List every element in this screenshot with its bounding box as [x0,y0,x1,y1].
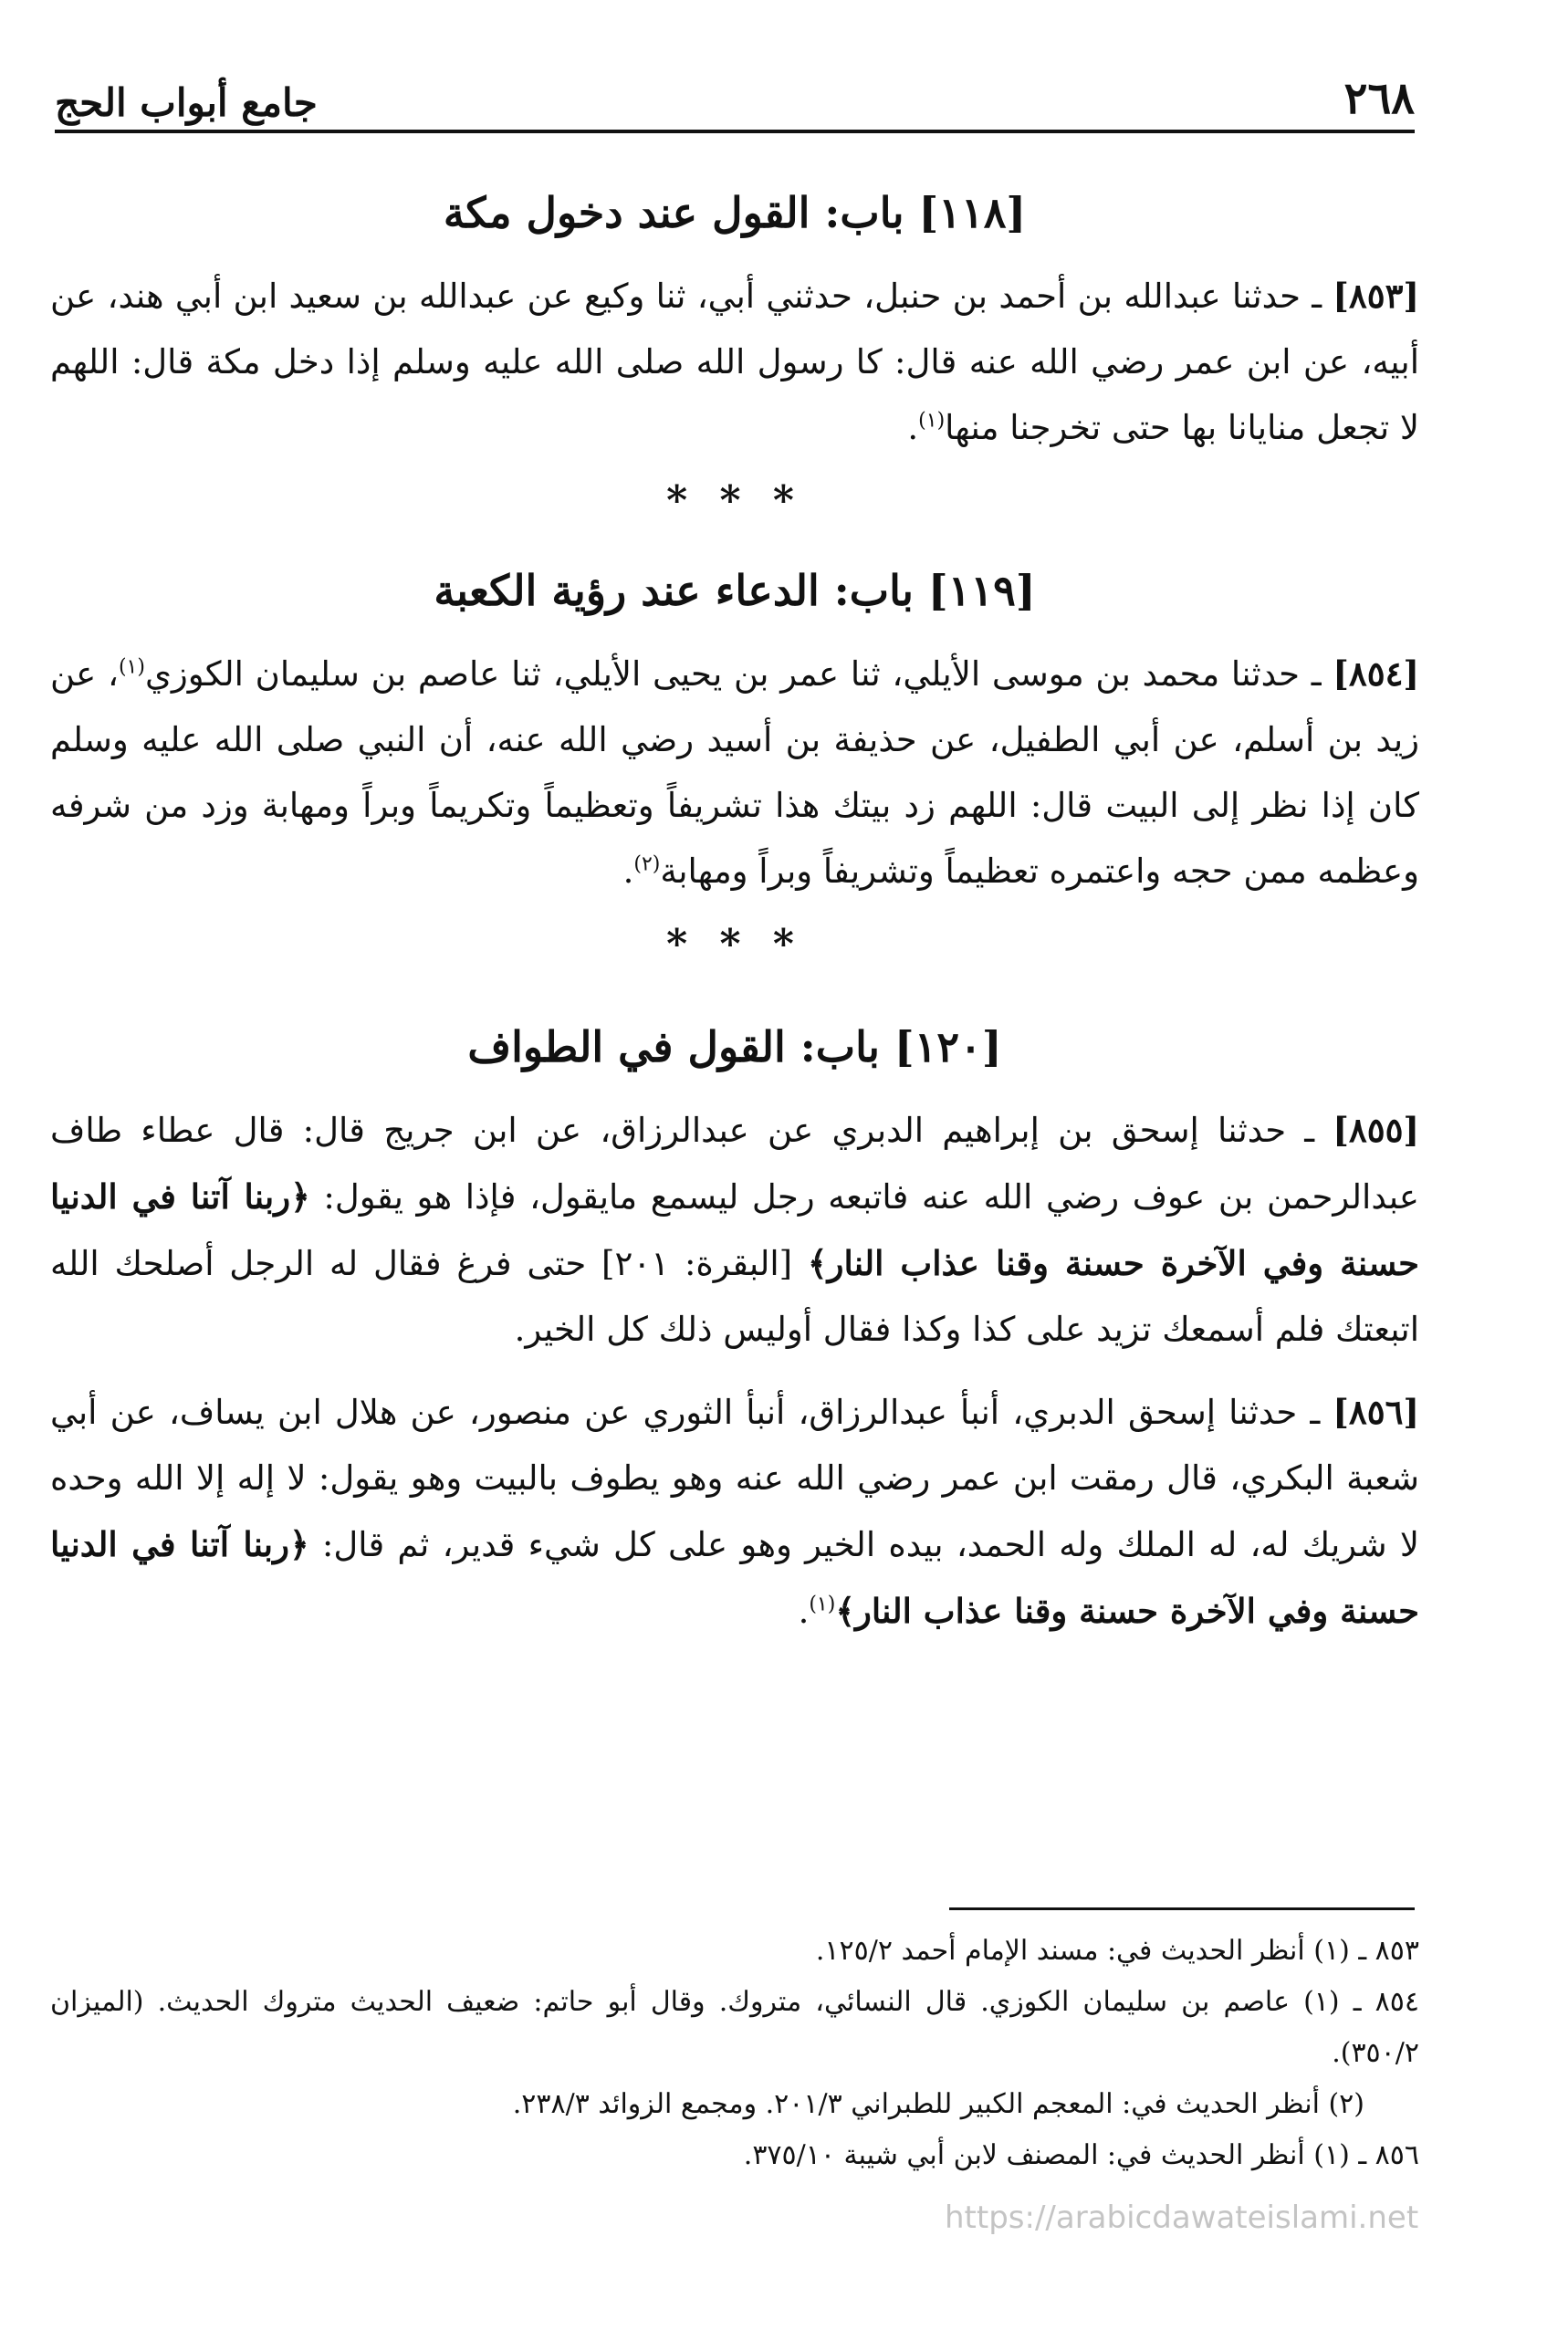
footnote-ref: (١) [118,655,145,679]
section-separator: * * * [666,477,803,524]
hadith-854 [50,641,1419,904]
hadith-number: [٨٥٥] [1333,1110,1419,1150]
book-title: جامع أبواب الحج [55,80,318,125]
quran-verse: ﴿ربنا آتنا في الدنيا حسنة وفي الآخرة حسنة وقنا عذاب النار﴾ [50,1176,1419,1283]
hadith-number: [٨٥٦] [1333,1392,1419,1432]
page-number: ٢٦٨ [1343,73,1415,124]
main-text [50,146,1419,1661]
hadith-end: . [798,1592,810,1631]
footnote-854-1: ٨٥٤ ـ (١) عاصم بن سليمان الكوزي. قال النسائي، متروك. وقال أبو حاتم: ضعيف الحديث متروك الحديث. (الميزان ٣٥٠/٢). [50,1986,1419,2069]
hadith-856 [50,1379,1419,1645]
footnote-ref: (١) [809,1593,836,1616]
hadith-text-continued: [البقرة: ٢٠١] حتى فرغ فقال له الرجل أصلحك الله اتبعتك فلم أسمعك تزيد على كذا وكذا فقال أوليس ذلك كل الخير. [50,1244,1419,1349]
footnotes [50,1926,1419,2181]
hadith-end: . [622,852,634,891]
running-header [55,64,1415,137]
hadith-end: . [907,408,919,447]
footnote-ref: (٢) [633,852,661,876]
chapter-heading-120: [١٢٠] باب: القول في الطواف [467,1022,1002,1071]
section-separator: * * * [666,921,803,967]
footnote-854-2: (٢) أنظر الحديث في: المعجم الكبير للطبراني ٢٠١/٣. ومجمع الزوائد ٢٣٨/٣. [512,2088,1364,2120]
hadith-text: ـ حدثنا محمد بن موسى الأيلي، ثنا عمر بن يحيى الأيلي، ثنا عاصم بن سليمان الكوزي [144,654,1333,694]
watermark-url: https://arabicdawateislami.net [945,2199,1419,2236]
hadith-number: [٨٥٤] [1333,653,1419,694]
header-rule [55,130,1415,133]
footnote-853: ٨٥٣ ـ (١) أنظر الحديث في: مسند الإمام أحمد ١٢٥/٢. [815,1935,1419,1967]
hadith-text-continued: ، عن زيد بن أسلم، عن أبي الطفيل، عن حذيفة بن أسيد رضي الله عنه، أن النبي صلى الله عليه وسلم كان إذا نظر إلى البيت قال: اللهم زد بيتك هذا تشريفاً وتعظيماً وتكريماً وبراً ومهابة وزد من شرفه وعظمه ممن حجه واعتمره تعظيماً وتشريفاً وبراً ومهابة [50,654,1419,891]
footnote-856: ٨٥٦ ـ (١) أنظر الحديث في: المصنف لابن أبي شيبة ٣٧٥/١٠. [743,2139,1419,2171]
hadith-text: ـ حدثنا عبدالله بن أحمد بن حنبل، حدثني أبي، ثنا وكيع عن عبدالله بن سعيد ابن أبي هند، عن أبيه، عن ابن عمر رضي الله عنه قال: كا رسول الله صلى الله عليه وسلم إذا دخل مكة قال: اللهم لا تجعل منايانا بها حتى تخرجنا منها [50,277,1419,447]
footnote-rule [949,1907,1415,1910]
hadith-number: [٨٥٣] [1333,276,1419,316]
footnote-ref: (١) [918,409,946,433]
hadith-text: ـ حدثنا إسحق بن إبراهيم الدبري عن عبدالرزاق، عن ابن جريج قال: قال عطاء طاف عبدالرحمن بن عوف رضي الله عنه فاتبعه رجل ليسمع مايقول، فإذا هو يقول: [50,1111,1419,1217]
chapter-heading-118: [١١٨] باب: القول عند دخول مكة [443,188,1027,237]
hadith-text: ـ حدثنا إسحق الدبري، أنبأ عبدالرزاق، أنبأ الثوري عن منصور، عن هلال ابن يساف، عن أبي شعبة البكري، قال رمقت ابن عمر رضي الله عنه وهو يطوف بالبيت وهو يقول: لا إله إلا الله وحده لا شريك له، له الملك وله الحمد، بيده الخير وهو على كل شيء قدير، ثم قال: [50,1393,1419,1564]
chapter-heading-119: [١١٩] باب: الدعاء عند رؤية الكعبة [434,566,1036,615]
hadith-855 [50,1097,1419,1363]
quran-verse: ﴿ربنا آتنا في الدنيا حسنة وفي الآخرة حسنة وقنا عذاب النار﴾ [50,1524,1419,1631]
hadith-853 [50,263,1419,461]
